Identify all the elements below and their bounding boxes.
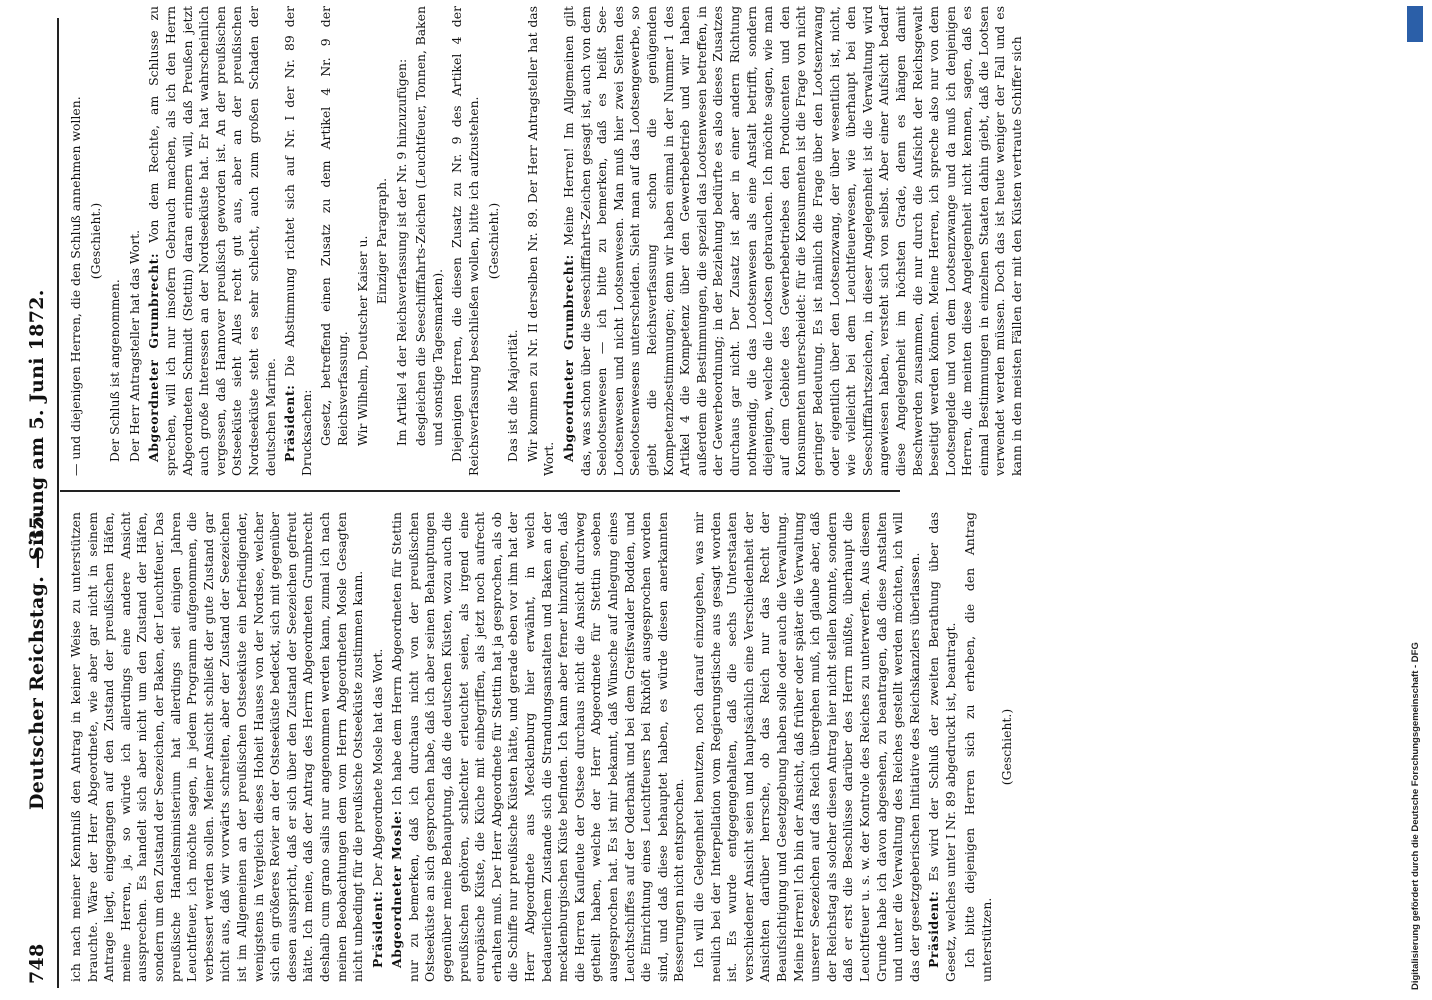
paragraph-text: (Geschieht.) [485, 202, 501, 280]
paragraph [389, 512, 688, 982]
paragraph [374, 6, 391, 476]
dfg-logo-icon [1407, 6, 1423, 42]
paragraph [486, 6, 503, 476]
paragraph [394, 6, 411, 476]
paragraph-text: Der Schluß ist angenommen. [107, 279, 123, 462]
paragraph [318, 6, 351, 476]
text-column-left [68, 512, 1018, 982]
speaker-label: Abgeordneter Mosle: [389, 810, 405, 968]
running-header-left: Deutscher Reichstag. — 35. [26, 508, 48, 810]
paragraph-text: Der Abgeordnete Mosle hat das Wort. [369, 648, 385, 891]
paragraph-text: Der Herr Antragsteller hat das Wort. [126, 229, 142, 462]
paragraph-text: (Geschieht.) [998, 708, 1014, 786]
text-column-right [68, 6, 1029, 476]
paragraph [525, 6, 558, 476]
paragraph-text: Das ist die Majorität. [505, 329, 521, 462]
paragraph-text: ich nach meiner Kenntniß den Antrag in keiner Weise zu unterstützen brauchte. Wäre der Herr Abgeordnete, wie aber gar nicht in seinem Antrage liegt, eingegangen auf den Zustand der preußischen Häfen, meine Herren, ja, so würde ich allerdings eine andere Ansicht aussprechen. Es handelt sich aber nicht um den Zustand der Häfen, sondern um den Zustand der Seezeichen, der Baken, der Leuchtfeuer. Das preußische Handelsministerium hat allerdings seit einigen Jahren Leuchtfeuer, ich möchte sagen, in jedem Programm aufgenommen, die verbessert werden sollen. Meiner Ansicht schließt der gute Zustand gar nicht aus, daß wir vorwärts schreiten, aber der Zustand der Seezeichen ist im Allgemeinen an der preußischen Ostseeküste ein befriedigender, wenigstens in Vergleich dieses Hoheit Hauses von der Nordsee, welcher sich ein größeres Revier an der Ostseeküste bedeckt, sich mit gegenüber dessen ausspricht, daß er sich über den Zustand der Seezeichen gefreut hätte. Ich meine, daß der Antrag des Herrn Abgeordneten Grumbrecht deshalb cum grano salis nur angenommen werden kann, zumal ich nach meinen Beobachtungen dem vom Herrn Abgeordneten Mosle Gesagten nicht unbedingt für die preußische Ostseeküste zustimmen kann. [68, 512, 366, 982]
paragraph-text: Es wird der Schluß der zweiten Berathung über das Gesetz, welches unter I Nr. 89 abgedruckt ist, beantragt. [926, 512, 958, 982]
paragraph-text: Von dem Rechte, am Schlusse zu sprechen, will ich nur insofern Gebrauch machen, als ich den Herrn Abgeordneten Schmidt (Stettin) daran erinnern will, daß Preußen jetzt auch große Interessen an der Nordseeküste hat. Er hat wahrscheinlich vergessen, daß Hannover preußisch geworden ist. An der preußischen Ostseeküste sieht Alles recht gut aus, aber an der preußischen Nordseeküste steht es sehr schlecht, auch zum großen Schaden der deutschen Marine. [146, 6, 278, 476]
header-rule [57, 18, 59, 988]
column-divider [60, 490, 900, 492]
paragraph [999, 512, 1016, 982]
paragraph [449, 6, 482, 476]
paragraph [505, 6, 522, 476]
paragraph-text: (Geschieht.) [87, 202, 103, 280]
page-number: 748 [26, 943, 48, 984]
running-header-right: Sitzung am 5. Juni 1872. [26, 289, 48, 560]
paragraph [691, 512, 923, 982]
paragraph-text: Die Abstimmung richtet sich auf Nr. I der Nr. 89 der Drucksachen: [282, 6, 314, 476]
speaker-label: Präsident: [926, 890, 942, 968]
paragraph-text: Ich will die Gelegenheit benutzen, noch darauf einzugehen, was mir neulich bei der Interpellation vom Regierungstische aus gesagt worden ist. Es wurde entgegengehalten, daß die sechs Unterstaaten verschiedener Ansicht seien und hauptsächlich eine Verschiedenheit der Ansichten darüber herrsche, ob das Reich nur das Recht der Beaufsichtigung und Gesetzgebung haben solle oder auch die Verwaltung. Meine Herren! Ich bin der Ansicht, daß früher oder später die Verwaltung unserer Seezeichen auf das Reich übergehen muß, ich glaube aber, daß der Reichstag als solcher diesen Antrag hier nicht stellen konnte, sondern daß er erst die Beschlüsse darüber des Herrn müßte, überhaupt die Leuchtfeuer u. s. w. der Kontrole des Reiches zu unterwerfen. Aus diesem Grunde habe ich davon abgesehen, zu beantragen, daß diese Anstalten und unter die Verwaltung des Reiches gestellt werden möchten, ich will das der gesetzgeberischen Initiative des Reichskanzlers überlassen. [690, 512, 922, 982]
paragraph-text: Ich bitte diejenigen Herren sich zu erheben, die den Antrag unterstützen. [962, 512, 995, 982]
paragraph [68, 6, 85, 476]
speaker-label: Präsident: [282, 384, 298, 462]
paragraph-text: Einziger Paragraph. [374, 177, 390, 305]
paragraph [370, 512, 387, 982]
speaker-label: Abgeordneter Grumbrecht: [561, 254, 577, 462]
paragraph [68, 512, 367, 982]
dfg-funding-note: Digitalisierung gefördert durch die Deutsche Forschungsgemeinschaft - DFG [1410, 642, 1421, 990]
paragraph-text: desgleichen die Seeschifffahrts-Zeichen (Leuchtfeuer, Tonnen, Baken und sonstige Tagesmarken). [413, 6, 445, 446]
paragraph-text: Diejenigen Herren, die diesen Zusatz zu Nr. 9 des Artikel 4 der Reichsverfassung beschließen wollen, bitte ich aufzustehen. [449, 6, 482, 476]
paragraph [88, 6, 105, 476]
speaker-label: Abgeordneter Grumbrecht: [146, 252, 162, 462]
paragraph [413, 6, 446, 476]
paragraph-text: Wir Wilhelm, Deutscher Kaiser u. [354, 235, 370, 446]
paragraph-text: Wir kommen zu Nr. II derselben Nr. 89. Der Herr Antragsteller hat das Wort. [524, 6, 557, 476]
paragraph-text: Ich habe dem Herrn Abgeordneten für Stettin nur zu bemerken, daß ich durchaus nicht von der preußischen Ostseeküste an sich gesprochen habe, daß ich aber seinen Behauptungen gegenüber meine Behauptung, daß die deutschen Küsten, wozu auch die preußischen gehören, schlechter erleuchtet seien, als irgend eine europäische Küste, die Küche mit einbegriffen, als jetzt noch aufrecht erhalten muß. Der Herr Abgeordnete für Stettin hat ja gesprochen, als ob die Schiffe nur preußische Küsten hätte, und gerade eben vor ihm hat der Herr Abgeordnete aus Mecklenburg hier erwähnt, in welch bedauerlichem Zustande sich die Strandungsanstalten und Baken an der mecklenburgischen Küste befinden. Ich kann aber ferner hinzufügen, daß die Herren Kaufleute der Ostsee durchaus nicht die Ansicht durchweg getheilt haben, welche der Herr Abgeordnete für Stettin soeben ausgesprochen hat. Es ist mir bekannt, daß Wünsche auf Anlegung eines Leuchtschiffes auf der Oderbank und bei dem Greifswalder Bodden, und die Einrichtung eines Leuchtfeuers bei Rixhöft ausgesprochen worden sind, und daß diese behauptet haben, es würde diesen anerkannten Besserungen nicht entsprochen. [389, 512, 687, 982]
paragraph-text: — und diejenigen Herren, die den Schluß annehmen wollen. [68, 96, 83, 476]
paragraph-text: Gesetz, betreffend einen Zusatz zu dem Artikel 4 Nr. 9 der Reichsverfassung. [318, 6, 350, 446]
paragraph [146, 6, 279, 476]
paragraph [355, 6, 372, 476]
paragraph [962, 512, 995, 982]
paragraph-text: Im Artikel 4 der Reichsverfassung ist der Nr. 9 hinzuzufügen: [393, 58, 409, 446]
paragraph [926, 512, 959, 982]
paragraph [282, 6, 315, 476]
speaker-label: Präsident: [369, 890, 385, 968]
paragraph [127, 6, 144, 476]
paragraph [561, 6, 1026, 476]
paragraph-text: Meine Herren! Im Allgemeinen gilt das, was schon über die Seeschifffahrts-Zeichen gesagt ist, auch von dem Seelootsenwesen — ich bitte zu bemerken, daß es heißt See-Lootsenwesen und nicht Lootsenwesen. Man muß hier zwei Seiten des Seelootsenwesens unterscheiden. Sieht man auf das Lootsengewerbe, so giebt die Reichsverfassung schon die genügenden Kompetenzbestimmungen; denn wir haben einmal in der Nummer 1 des Artikel 4 die Kompetenz über den Gewerbebetrieb und wir haben außerdem die Bestimmungen, die speziell das Lootsenwesen betreffen, in der Gewerbeordnung; in der Beziehung bedürfte es also dieses Zusatzes durchaus gar nicht. Der Zusatz ist aber in einer andern Richtung nothwendig, die das Lootsenwesen als eine Anstalt betrifft, sondern diejenigen, welche die Lootsen gebrauchen. Ich möchte sagen, wie man auf dem Gebiete des Gewerbebetriebes den Producenten und den Konsumenten unterscheidet: für die Konsumenten ist die Frage von nicht geringer Bedeutung. Es ist nämlich die Frage über den Lootsenzwang oder eigentlich über den Lootsenzwang, der über wesentlich ist, nicht, wie vielleicht bei dem Leuchtfeuerwesen, wie überhaupt bei den Seeschifffahrtszeichen, in dieser Angelegenheit ist die Verwaltung wird angewiesen haben, versteht sich von selbst. Aber einer Aufsicht bedarf diese Angelegenheit im höchsten Grade, denn es hängen damit Beschwerden zusammen, die nur durch die Aufsicht der Reichsgewalt beseitigt werden können. Meine Herren, ich spreche also nur von dem Lootsengelde und von dem Lootsenzwange und da muß ich denjenigen Herren, die meinten diese Angelegenheit nicht kennen, sagen, daß es einmal Bestimmungen in einzelnen Staaten dahin giebt, daß die Lootsen verwendet werden müssen. Doch das ist heute weniger der Fall und es kann in den meisten Fällen der mit den Küsten vertraute Schiffer sich [561, 6, 1025, 476]
paragraph [107, 6, 124, 476]
dfg-sidebar [1398, 6, 1432, 1000]
